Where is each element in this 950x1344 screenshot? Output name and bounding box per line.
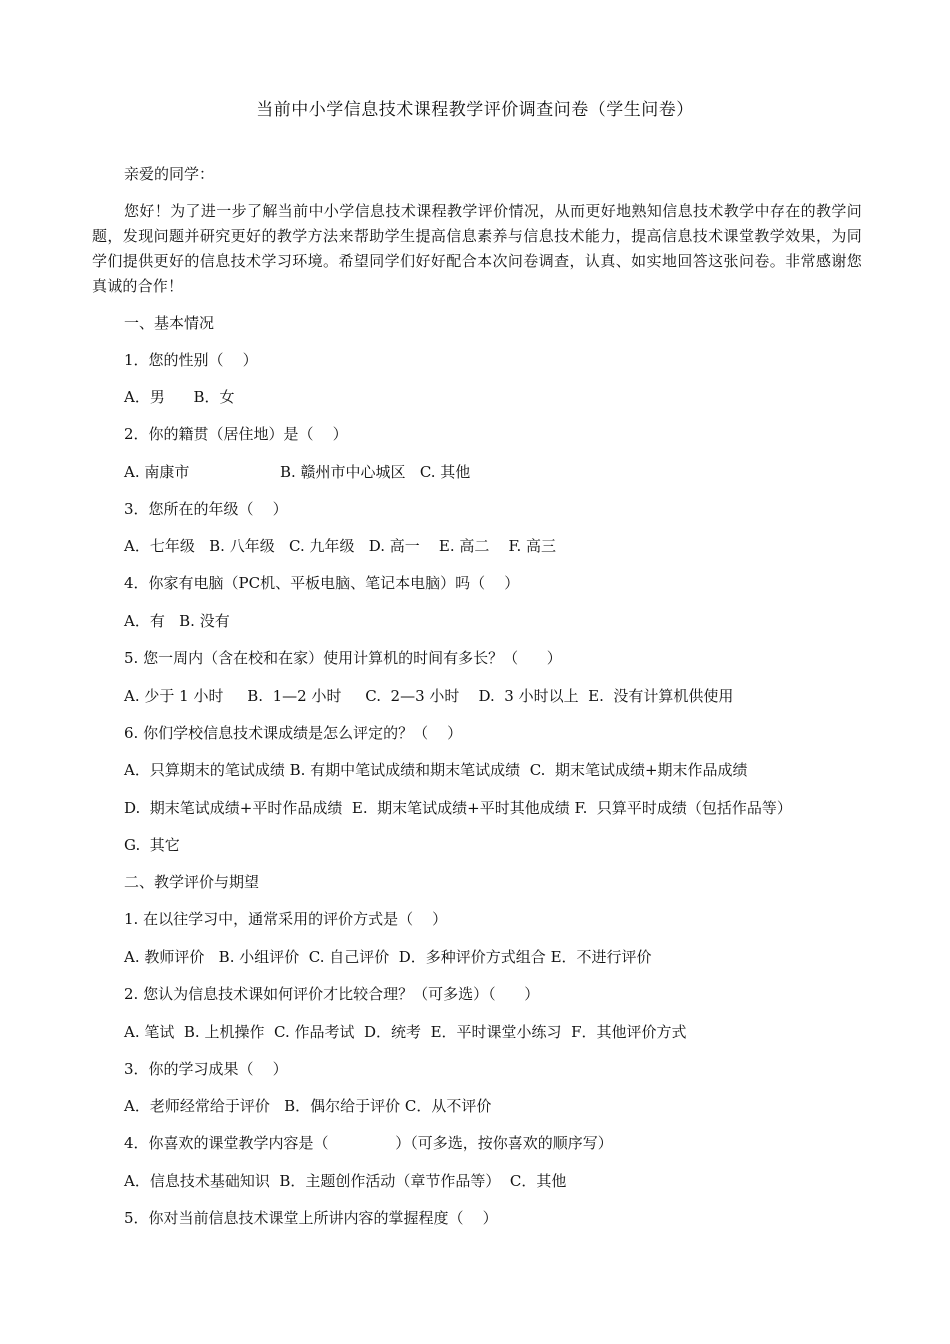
intro-paragraph: 您好！为了进一步了解当前中小学信息技术课程教学评价情况，从而更好地熟知信息技术教学中存在的教学问题，发现问题并研究更好的教学方法来帮助学生提高信息素养与信息技术能力，提高信息技术课堂教学效果，为同学们提供更好的信息技术学习环境。希望同学们好好配合本次问卷调查，认真、如实地回答这张问卷。非常感谢您真诚的合作！	[92, 202, 862, 295]
options-grading-method-3: G. 其它	[124, 836, 180, 854]
options-grade: A．七年级 B. 八年级 C. 九年级 D. 高一 E. 高二 F. 高三	[124, 537, 557, 555]
section-heading-evaluation: 二、教学评价与期望	[124, 873, 260, 891]
section-heading-basic-info: 一、基本情况	[124, 314, 215, 332]
options-reasonable-evaluation: A. 笔试 B. 上机操作 C. 作品考试 D．统考 E．平时课堂小练习 F．其他评价方式	[124, 1023, 687, 1041]
question-mastery-level: 5．你对当前信息技术课堂上所讲内容的掌握程度（ ）	[124, 1209, 498, 1227]
options-evaluation-method: A. 教师评价 B. 小组评价 C. 自己评价 D．多种评价方式组合 E．不进行评价	[124, 948, 652, 966]
question-preferred-content: 4．你喜欢的课堂教学内容是（ ）（可多选，按你喜欢的顺序写）	[124, 1134, 613, 1152]
options-grading-method-1: A．只算期末的笔试成绩 B. 有期中笔试成绩和期末笔试成绩 C. 期末笔试成绩+期末作品成绩	[124, 761, 748, 779]
options-computer-at-home: A．有 B. 没有	[124, 612, 230, 630]
options-grading-method-2: D. 期末笔试成绩+平时作品成绩 E. 期末笔试成绩+平时其他成绩 F. 只算平时成绩（包括作品等）	[124, 799, 792, 817]
greeting: 亲爱的同学：	[124, 165, 215, 183]
question-learning-outcome: 3．你的学习成果（ ）	[124, 1060, 288, 1078]
options-gender: A．男 B．女	[124, 388, 235, 406]
question-gender: 1．您的性别（ ）	[124, 351, 258, 369]
options-computer-time: A. 少于 1 小时 B. 1—2 小时 C. 2—3 小时 D. 3 小时以上 E. 没有计算机供使用	[124, 687, 734, 705]
question-grade: 3．您所在的年级（ ）	[124, 500, 288, 518]
question-grading-method: 6. 你们学校信息技术课成绩是怎么评定的？（ ）	[124, 724, 463, 742]
options-hometown: A. 南康市 B. 赣州市中心城区 C. 其他	[124, 463, 471, 481]
question-hometown: 2．你的籍贯（居住地）是（ ）	[124, 425, 348, 443]
options-preferred-content: A．信息技术基础知识 B．主题创作活动（章节作品等） C．其他	[124, 1172, 567, 1190]
question-computer-at-home: 4．你家有电脑（PC机、平板电脑、笔记本电脑）吗（ ）	[124, 574, 520, 592]
question-reasonable-evaluation: 2. 您认为信息技术课如何评价才比较合理？（可多选）（ ）	[124, 985, 540, 1003]
question-computer-time: 5. 您一周内（含在校和在家）使用计算机的时间有多长？（ ）	[124, 649, 562, 667]
options-learning-outcome: A．老师经常给于评价 B．偶尔给于评价 C．从不评价	[124, 1097, 492, 1115]
document-title: 当前中小学信息技术课程教学评价调查问卷（学生问卷）	[256, 100, 694, 120]
question-evaluation-method: 1. 在以往学习中，通常采用的评价方式是（ ）	[124, 910, 448, 928]
